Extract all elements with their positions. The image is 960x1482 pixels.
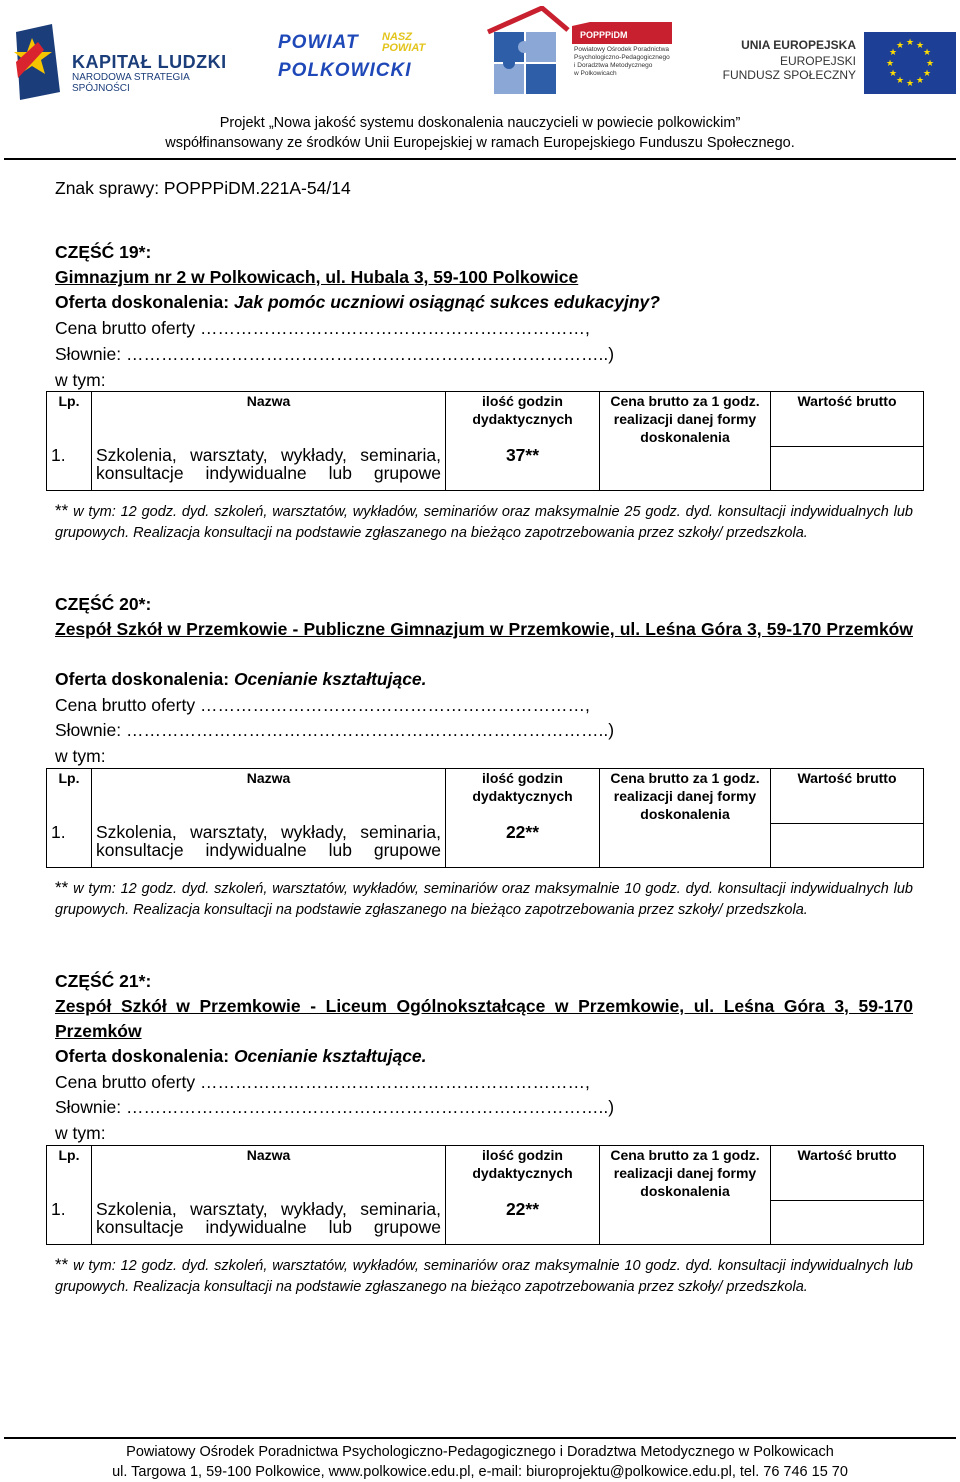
including-label: w tym: xyxy=(55,746,106,766)
svg-text:★: ★ xyxy=(888,48,898,58)
project-info xyxy=(0,113,960,153)
price-line: Cena brutto oferty …………………………………………………………, xyxy=(55,1072,590,1092)
words-line: Słownie: ………………………………………………………………………..) xyxy=(55,344,615,364)
footnote xyxy=(55,877,913,921)
part-title: CZĘŚĆ 20*: xyxy=(55,594,152,614)
eu-line2: EUROPEJSKI xyxy=(779,54,856,68)
header-name: Nazwa xyxy=(92,392,446,447)
popppidm-logo xyxy=(484,6,674,98)
school-address xyxy=(55,617,913,642)
eu-logo xyxy=(724,30,960,96)
footnote-text: w tym: 12 godz. dyd. szkoleń, warsztatów, wykładów, seminariów oraz maksymalnie 10 godz. dyd. konsultacji indywidualnych lub grupowych. Realizacja konsultacji na podstawie zgłaszanego na bieżąco zapotrzebowania przez szkoły/ przedszkola. xyxy=(55,881,913,918)
offer-label: Oferta doskonalenia: xyxy=(55,669,234,689)
footnote-stars: ** xyxy=(55,878,69,897)
svg-text:★: ★ xyxy=(885,59,895,69)
school-address: Gimnazjum nr 2 w Polkowicach, ul. Hubala 3, 59-100 Polkowice xyxy=(55,267,579,287)
price-line: Cena brutto oferty …………………………………………………………, xyxy=(55,695,590,715)
words-line: Słownie: ………………………………………………………………………..) xyxy=(55,1097,615,1117)
table-row xyxy=(47,446,924,491)
nasz-powiat-word: POWIAT xyxy=(382,42,426,54)
header-price: Cena brutto za 1 godz. realizacji danej formy doskonalenia xyxy=(600,392,771,491)
pricing-table xyxy=(46,768,924,868)
footnote-stars: ** xyxy=(55,501,69,520)
pricing-table xyxy=(46,391,924,491)
footnote-text: w tym: 12 godz. dyd. szkoleń, warsztatów, wykładów, seminariów oraz maksymalnie 10 godz. dyd. konsultacji indywidualnych lub grupowych. Realizacja konsultacji na podstawie zgłaszanego na bieżąco zapotrzebowania przez szkoły/ przedszkola. xyxy=(55,1258,913,1295)
popppidm-name: POPPPiDM xyxy=(580,30,628,40)
offer-title: Jak pomóc uczniowi osiągnąć sukces edukacyjny? xyxy=(233,292,660,312)
popppidm-desc-line: w Polkowicach xyxy=(574,70,617,77)
header-lp: Lp. xyxy=(47,769,92,824)
header-hours: ilość godzin dydaktycznych xyxy=(446,392,600,447)
header-hours: ilość godzin dydaktycznych xyxy=(446,769,600,824)
svg-text:★: ★ xyxy=(925,59,935,69)
header-hours: ilość godzin dydaktycznych xyxy=(446,1146,600,1201)
row-hours: 22** xyxy=(446,823,600,868)
header-value: Wartość brutto xyxy=(771,392,924,447)
svg-text:★: ★ xyxy=(915,76,925,86)
header-name: Nazwa xyxy=(92,769,446,824)
polkowicki-word: POLKOWICKI xyxy=(278,60,412,81)
school-address-text: Zespół Szkół w Przemkowie - Publiczne Gimnazjum w Przemkowie, ul. Leśna Góra 3, 59-170 Przemków xyxy=(55,619,913,639)
row-hours: 22** xyxy=(446,1200,600,1245)
header-divider xyxy=(4,158,956,160)
table-header-row xyxy=(47,392,924,447)
row-hours: 37** xyxy=(446,446,600,491)
row-number: 1. xyxy=(47,1200,92,1245)
nasz-powiat-badge xyxy=(382,32,425,54)
offer-line xyxy=(55,667,427,692)
svg-text:★: ★ xyxy=(905,79,915,89)
header-value: Wartość brutto xyxy=(771,769,924,824)
school-address-text: Zespół Szkół w Przemkowie - Liceum Ogólnokształcące w Przemkowie, ul. Leśna Góra 3, 59-170 Przemków xyxy=(55,996,913,1041)
kapital-ludzki-subtitle: NARODOWA STRATEGIA SPÓJNOŚCI xyxy=(72,72,190,94)
svg-text:★: ★ xyxy=(905,38,915,48)
svg-text:★: ★ xyxy=(895,76,905,86)
svg-text:★: ★ xyxy=(922,48,932,58)
offer-label: Oferta doskonalenia: xyxy=(55,1046,234,1066)
part-title: CZĘŚĆ 19*: xyxy=(55,242,152,262)
popppidm-desc-line: i Doradztwa Metodycznego xyxy=(574,62,653,69)
offer-line xyxy=(55,290,660,315)
popppidm-desc-line: Psychologiczno-Pedagogicznego xyxy=(574,54,670,61)
eu-line3: FUNDUSZ SPOŁECZNY xyxy=(722,68,856,82)
kapital-ludzki-emblem-icon xyxy=(8,22,68,102)
row-number: 1. xyxy=(47,446,92,491)
project-line-2: współfinansowany ze środków Unii Europejskiej w ramach Europejskiego Funduszu Społecznego. xyxy=(165,135,795,151)
price-line: Cena brutto oferty …………………………………………………………, xyxy=(55,318,590,338)
eu-flag-icon xyxy=(864,32,956,94)
school-address xyxy=(55,994,913,1044)
offer-title: Ocenianie kształtujące. xyxy=(233,1046,427,1066)
offer-label: Oferta doskonalenia: xyxy=(55,292,234,312)
table-header-row xyxy=(47,1146,924,1201)
powiat-word: POWIAT xyxy=(278,32,359,53)
including-label: w tym: xyxy=(55,370,106,390)
row-name: Szkolenia, warsztaty, wykłady, seminaria, konsultacje indywidualne lub grupowe xyxy=(92,446,446,491)
row-number: 1. xyxy=(47,823,92,868)
header-name: Nazwa xyxy=(92,1146,446,1201)
footnote xyxy=(55,1254,913,1298)
offer-line xyxy=(55,1044,427,1069)
offer-title: Ocenianie kształtujące. xyxy=(233,669,427,689)
footer-line-2: ul. Targowa 1, 59-100 Polkowice, www.polkowice.edu.pl, e-mail: biuroprojektu@polkowice.edu.pl, tel. 76 746 15 70 xyxy=(112,1464,848,1480)
header-price: Cena brutto za 1 godz. realizacji danej formy doskonalenia xyxy=(600,769,771,868)
row-name: Szkolenia, warsztaty, wykłady, seminaria, konsultacje indywidualne lub grupowe xyxy=(92,1200,446,1245)
footer xyxy=(0,1442,960,1482)
footer-divider xyxy=(4,1437,956,1439)
svg-text:★: ★ xyxy=(922,69,932,79)
popppidm-description xyxy=(574,46,674,78)
header-logos xyxy=(0,0,960,108)
powiat-polkowicki-logo xyxy=(278,30,438,90)
header-lp: Lp. xyxy=(47,1146,92,1201)
row-value[interactable] xyxy=(771,446,924,491)
project-line-1: Projekt „Nowa jakość systemu doskonalenia nauczycieli w powiecie polkowickim” xyxy=(219,115,741,131)
footnote-stars: ** xyxy=(55,1255,69,1274)
row-value[interactable] xyxy=(771,1200,924,1245)
header-lp: Lp. xyxy=(47,392,92,447)
case-number: Znak sprawy: POPPPiDM.221A-54/14 xyxy=(55,178,351,198)
table-row xyxy=(47,1200,924,1245)
header-value: Wartość brutto xyxy=(771,1146,924,1201)
including-label: w tym: xyxy=(55,1123,106,1143)
svg-text:★: ★ xyxy=(888,69,898,79)
table-row xyxy=(47,823,924,868)
footer-line-1: Powiatowy Ośrodek Poradnictwa Psychologiczno-Pedagogicznego i Doradztwa Metodycznego w Polkowicach xyxy=(126,1444,834,1460)
svg-text:★: ★ xyxy=(895,41,905,51)
svg-text:★: ★ xyxy=(915,41,925,51)
row-name: Szkolenia, warsztaty, wykłady, seminaria, konsultacje indywidualne lub grupowe xyxy=(92,823,446,868)
footnote xyxy=(55,500,913,544)
nasz-word: NASZ xyxy=(382,31,412,43)
popppidm-puzzle-icon xyxy=(484,6,574,98)
row-value[interactable] xyxy=(771,823,924,868)
eu-line1: UNIA EUROPEJSKA xyxy=(741,38,856,52)
pricing-table xyxy=(46,1145,924,1245)
kapital-ludzki-logo xyxy=(8,22,248,102)
footnote-text: w tym: 12 godz. dyd. szkoleń, warsztatów, wykładów, seminariów oraz maksymalnie 25 godz. dyd. konsultacji indywidualnych lub grupowych. Realizacja konsultacji na podstawie zgłaszanego na bieżąco zapotrzebowania przez szkoły/ przedszkola. xyxy=(55,504,913,541)
words-line: Słownie: ………………………………………………………………………..) xyxy=(55,720,615,740)
popppidm-desc-line: Powiatowy Ośrodek Poradnictwa xyxy=(574,46,670,53)
header-price: Cena brutto za 1 godz. realizacji danej formy doskonalenia xyxy=(600,1146,771,1245)
part-title: CZĘŚĆ 21*: xyxy=(55,971,152,991)
table-header-row xyxy=(47,769,924,824)
kapital-ludzki-title: KAPITAŁ LUDZKI xyxy=(72,52,227,72)
